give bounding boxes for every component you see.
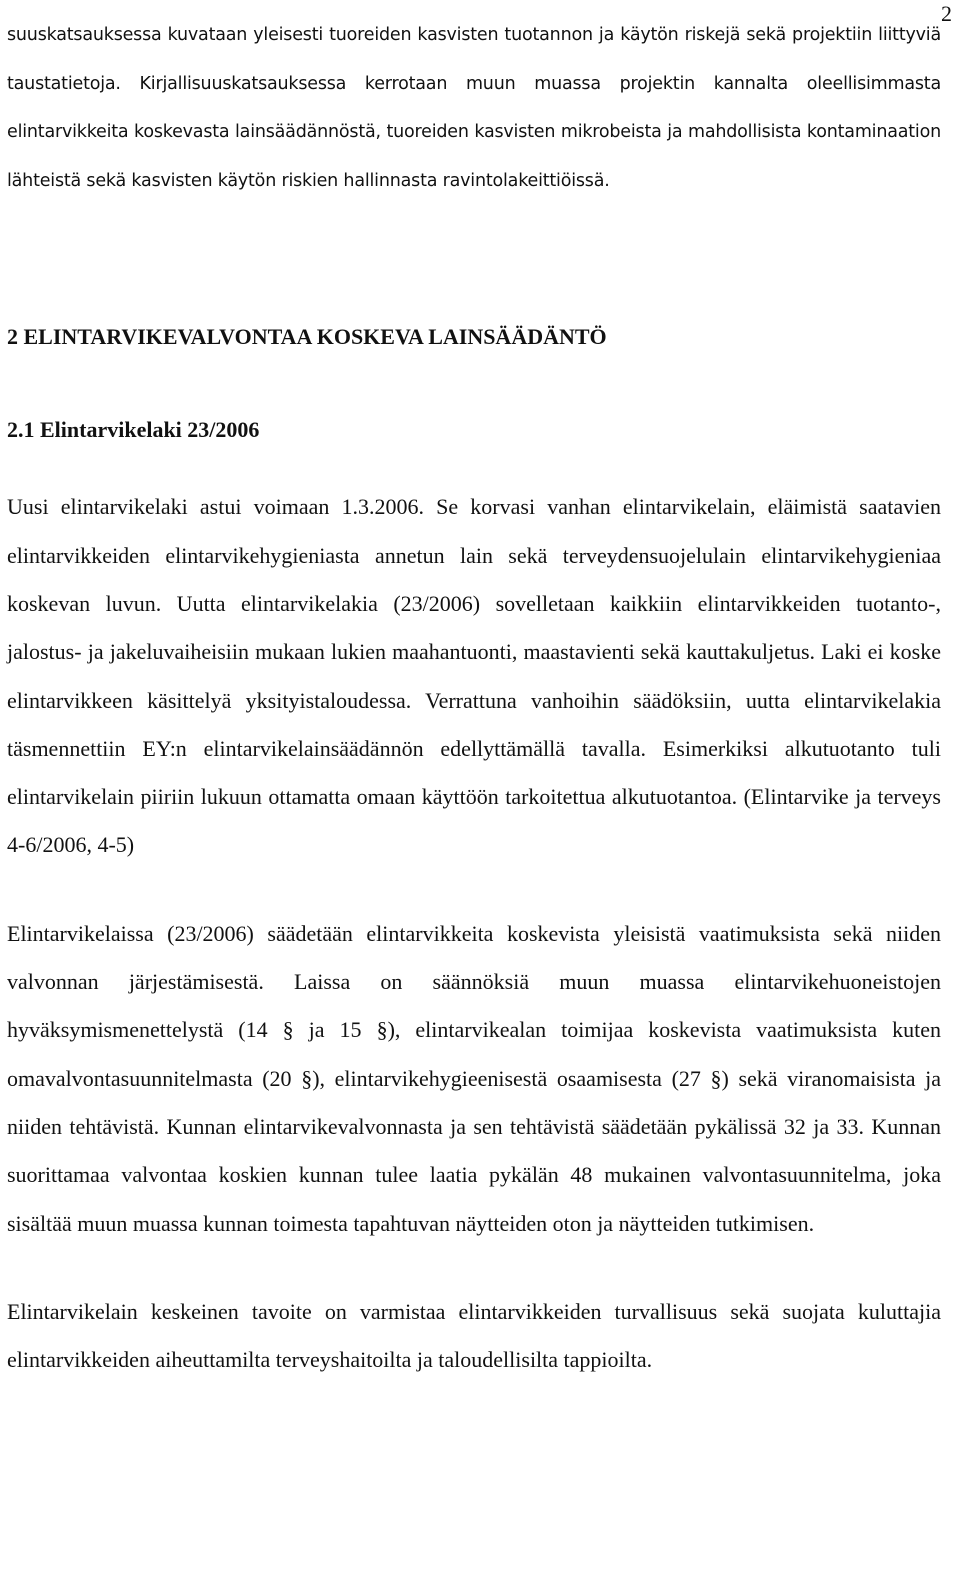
section-heading: 2.1 Elintarvikelaki 23/2006 <box>7 417 260 443</box>
body-paragraph: Uusi elintarvikelaki astui voimaan 1.3.2006. Se korvasi vanhan elintarvikelain, eläimistä saatavien elintarvikkeiden elintarvikehygieniasta annetun lain sekä terveydensuojelulain elintarvikehygieniaa koskevan luvun. Uutta elintarvikelakia (23/2006) sovelletaan kaikkiin elintarvikkeiden tuotanto-, jalostus- ja jakeluvaiheisiin mukaan lukien maahantuonti, maastavienti sekä kauttakuljetus. Laki ei koske elintarvikkeen käsittelyä yksityistaloudessa. Verrattuna vanhoihin säädöksiin, uutta elintarvikelakia täsmennettiin EY:n elintarvikelainsäädännön edellyttämällä tavalla. Esimerkiksi alkutuotanto tuli elintarvikelain piiriin lukuun ottamatta omaan käyttöön tarkoitettua alkutuotantoa. (Elintarvike ja terveys 4-6/2006, 4-5) <box>7 494 941 858</box>
body-paragraph: Elintarvikelaissa (23/2006) säädetään elintarvikkeita koskevista yleisistä vaatimuksista sekä niiden valvonnan järjestämisestä. Laissa on säännöksiä muun muassa elintarvikehuoneistojen hyväksymismenettelystä (14 § ja 15 §), elintarvikealan toimijaa koskevista vaatimuksista kuten omavalvontasuunnitelmasta (20 §), elintarvikehygieenisestä osaamisesta (27 §) sekä viranomaisista ja niiden tehtävistä. Kunnan elintarvikevalvonnasta ja sen tehtävistä säädetään pykälissä 32 ja 33. Kunnan suorittamaa valvontaa koskien kunnan tulee laatia pykälän 48 mukainen valvontasuunnitelma, joka sisältää muun muassa kunnan toimesta tapahtuvan näytteiden oton ja näytteiden tutkimisen. <box>7 920 941 1236</box>
document-body <box>7 11 941 1384</box>
chapter-heading: 2 ELINTARVIKEVALVONTAA KOSKEVA LAINSÄÄDÄNTÖ <box>7 324 607 350</box>
body-paragraph: Elintarvikelain keskeinen tavoite on varmistaa elintarvikkeiden turvallisuus sekä suojata kuluttajia elintarvikkeiden aiheuttamilta terveyshaitoilta ja taloudellisilta tappioilta. <box>7 1298 941 1373</box>
page-number: 2 <box>941 1 952 26</box>
intro-paragraph: suuskatsauksessa kuvataan yleisesti tuoreiden kasvisten tuotannon ja käytön riskejä sekä projektiin liittyviä taustatietoja. Kirjallisuuskatsauksessa kerrotaan muun muassa projektin kannalta oleellisimmasta elintarvikkeita koskevasta lainsäädännöstä, tuoreiden kasvisten mikrobeista ja mahdollisista kontaminaation lähteistä sekä kasvisten käytön riskien hallinnasta ravintolakeittiöissä. <box>7 25 941 191</box>
